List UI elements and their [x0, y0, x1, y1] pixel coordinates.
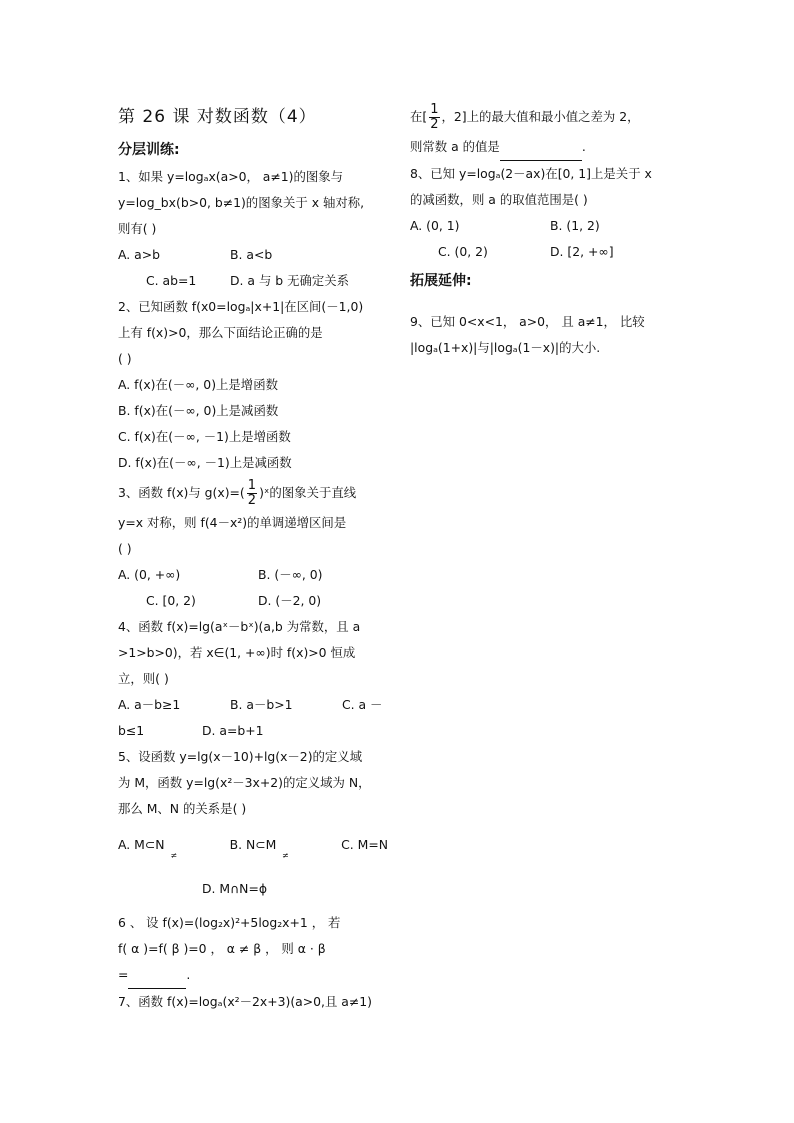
q7-line-1: 7、函数 f(x)=logₐ(x²－2x+3)(a>0,且 a≠1)	[118, 994, 372, 1009]
q8-option-d: D. [2, +∞]	[550, 244, 614, 259]
question-7-start	[118, 989, 388, 1015]
q3-option-a: A. (0, +∞)	[118, 567, 181, 582]
q6-line-2: f( α )=f( β )=0 ， α ≠ β ， 则 α · β	[118, 941, 326, 956]
q3-options-row-2	[118, 588, 388, 614]
q5-options-row-2	[118, 876, 388, 902]
q7-line-2	[410, 100, 675, 134]
q3-option-c: C. [0, 2)	[146, 593, 196, 608]
q7-fraction-numerator: 1	[430, 102, 439, 117]
q8-option-b: B. (1, 2)	[550, 218, 600, 233]
q3-options-row-1	[118, 562, 388, 588]
q2-option-b: B. f(x)在(－∞, 0)上是减函数	[118, 403, 279, 418]
q8-line-1: 8、已知 y=logₐ(2－ax)在[0, 1]上是关于 x	[410, 166, 652, 181]
q9-line-1: 9、已知 0<x<1， a>0， 且 a≠1， 比较	[410, 314, 645, 329]
section-heading-layered-training: 分层训练:	[118, 142, 180, 158]
q4-options-row-2	[118, 718, 388, 744]
q3-line-1-end: )ˣ的图象关于直线	[259, 485, 357, 500]
page-title: 第 26 课 对数函数（4）	[118, 107, 317, 127]
q3-line-1-start: 3、函数 f(x)与 g(x)=(	[118, 485, 245, 500]
q4-option-c-continued: b≤1	[118, 723, 145, 738]
question-4	[118, 614, 388, 744]
q6-line-3-text: =	[118, 967, 129, 982]
q9-line-2: |logₐ(1+x)|与|logₐ(1－x)|的大小.	[410, 340, 601, 355]
question-8	[410, 161, 675, 265]
q7-line-3: 则常数 a 的值是 .	[410, 134, 675, 161]
q4-line-2: >1>b>0)，若 x∈(1, +∞)时 f(x)>0 恒成	[118, 645, 356, 660]
q7-line-3-text: 则常数 a 的值是	[410, 139, 500, 154]
q3-fraction-numerator: 1	[247, 478, 257, 493]
q3-line-3: ( )	[118, 541, 132, 556]
q3-line-2: y=x 对称，则 f(4－x²)的单调递增区间是	[118, 515, 347, 530]
q5-line-2: 为 M，函数 y=lg(x²－3x+2)的定义域为 N，	[118, 775, 371, 790]
q7-line-2-start: 在[	[410, 109, 428, 124]
q7-fraction-denominator: 2	[430, 117, 439, 132]
q5-option-b: B. N⊂M ≠	[230, 832, 342, 858]
q4-option-a: A. a－b≥1	[118, 697, 181, 712]
q5-line-3: 那么 M、N 的关系是( )	[118, 801, 247, 816]
question-7-continued	[410, 100, 675, 161]
q5-line-1: 5、设函数 y=lg(x－10)+lg(x－2)的定义域	[118, 749, 363, 764]
question-5	[118, 744, 388, 902]
question-1	[118, 164, 388, 294]
q4-option-b: B. a－b>1	[230, 697, 293, 712]
q6-answer-blank	[128, 962, 186, 989]
q6-line-3: = .	[118, 962, 388, 989]
q4-options-row-1	[118, 692, 388, 718]
q5-option-c: C. M=N	[341, 837, 388, 852]
q5-option-a: A. M⊂N ≠	[118, 832, 230, 858]
q8-line-2: 的减函数，则 a 的取值范围是( )	[410, 192, 588, 207]
question-9	[410, 309, 675, 361]
q4-line-1: 4、函数 f(x)=lg(aˣ－bˣ)(a,b 为常数，且 a	[118, 619, 361, 634]
right-column	[410, 100, 675, 361]
left-column	[118, 100, 388, 1015]
q1-line-2: y=log_bx(b>0, b≠1)的图象关于 x 轴对称,	[118, 195, 365, 210]
q1-option-d: D. a 与 b 无确定关系	[230, 273, 350, 288]
q1-line-1: 1、如果 y=logₐx(a>0， a≠1)的图象与	[118, 169, 344, 184]
q6-line-1: 6 、 设 f(x)=(log₂x)²+5log₂x+1 ， 若	[118, 915, 341, 930]
q3-option-b: B. (－∞, 0)	[258, 567, 323, 582]
q8-options-row-1	[410, 213, 675, 239]
question-3	[118, 476, 388, 614]
q2-option-c: C. f(x)在(－∞, －1)上是增函数	[118, 429, 291, 444]
question-2	[118, 294, 388, 476]
q4-option-c: C. a －	[342, 697, 383, 712]
q7-fraction	[429, 103, 439, 132]
section-heading-extension: 拓展延伸:	[410, 273, 472, 289]
q2-option-a: A. f(x)在(－∞, 0)上是增函数	[118, 377, 278, 392]
q2-option-d: D. f(x)在(－∞, －1)上是减函数	[118, 455, 292, 470]
q3-line-1	[118, 476, 388, 510]
q1-options-row-2	[118, 268, 388, 294]
q1-options-row-1	[118, 242, 388, 268]
q1-option-c: C. ab=1	[146, 273, 197, 288]
q2-line-1: 2、已知函数 f(x0=logₐ|x+1|在区间(－1,0)	[118, 299, 364, 314]
q8-option-c: C. (0, 2)	[438, 244, 488, 259]
q2-line-3: ( )	[118, 351, 132, 366]
q1-line-3: 则有( )	[118, 221, 157, 236]
q3-fraction	[247, 479, 257, 508]
question-6	[118, 910, 388, 989]
q3-fraction-denominator: 2	[247, 493, 257, 508]
q7-line-2-end: ，2]上的最大值和最小值之差为 2，	[441, 109, 640, 124]
q2-line-2: 上有 f(x)>0，那么下面结论正确的是	[118, 325, 323, 340]
q1-option-a: A. a>b	[118, 247, 160, 262]
q1-option-b: B. a<b	[230, 247, 273, 262]
q8-option-a: A. (0, 1)	[410, 218, 460, 233]
q8-options-row-2	[410, 239, 675, 265]
q5-option-d: D. M∩N=ϕ	[202, 881, 268, 896]
q4-line-3: 立，则( )	[118, 671, 169, 686]
q3-option-d: D. (－2, 0)	[258, 593, 322, 608]
q5-options-row-1	[118, 832, 388, 858]
q4-option-d: D. a=b+1	[202, 723, 264, 738]
q7-answer-blank	[500, 134, 582, 161]
